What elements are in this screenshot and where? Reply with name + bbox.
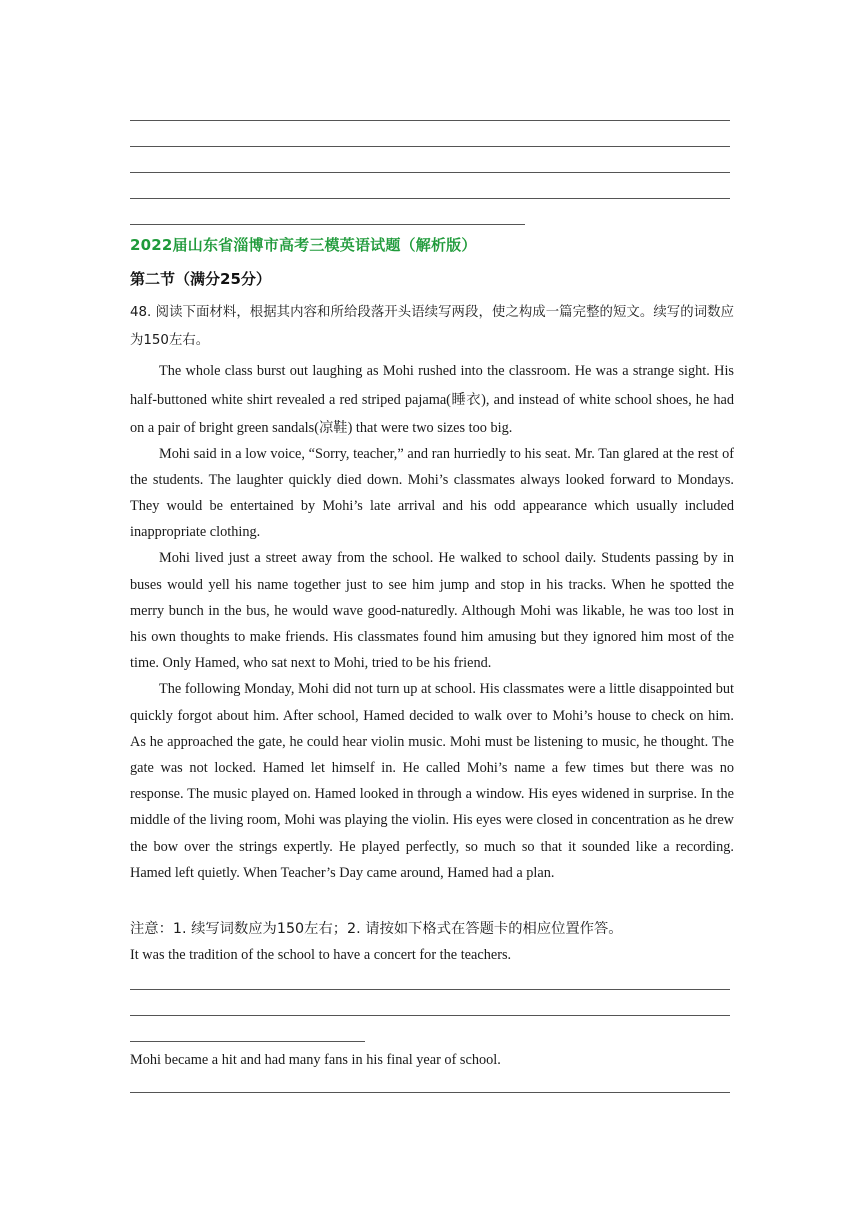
answer-line (130, 198, 730, 199)
note-text: 注意：1. 续写词数应为150左右；2. 请按如下格式在答题卡的相应位置作答。 (130, 921, 623, 937)
exam-title: 2022届山东省淄博市高考三模英语试题（解析版） (130, 236, 477, 254)
answer-line (130, 989, 730, 990)
passage-paragraph: The following Monday, Mohi did not turn up at school. His classmates were a little disappointed but quickly forgot about him. After school, Hamed decided to walk over to Mohi’s house to check on him. As he approached the gate, he could hear violin music. Mohi must be listening to music, he thought. The gate was not locked. Hamed let himself in. He called Mohi’s name a few times but there was no response. The music played on. Hamed looked in through a window. His eyes widened in surprise. In the middle of the living room, Mohi was playing the violin. His eyes were closed in concentration as he drew the bow over the strings expertly. He played perfectly, so much so that it sounded like a recording. Hamed left quietly. When Teacher’s Day came around, Hamed had a plan. (130, 681, 734, 881)
answer-line (130, 146, 730, 147)
answer-line (130, 120, 730, 121)
paragraph-starter-2: Mohi became a hit and had many fans in his final year of school. (130, 1052, 501, 1068)
answer-line (130, 1092, 730, 1093)
paragraph-starter-1: It was the tradition of the school to have a concert for the teachers. (130, 947, 512, 963)
passage-paragraph: Mohi said in a low voice, “Sorry, teacher,” and ran hurriedly to his seat. Mr. Tan glared at the rest of the students. The laughter quickly died down. Mohi’s classmates always looked forward to Mondays. They would be entertained by Mohi’s late arrival and his odd appearance which usually included inappropriate clothing. (130, 445, 734, 541)
answer-line (130, 1015, 730, 1016)
passage-paragraph: Mohi lived just a street away from the school. He walked to school daily. Students passing by in buses would yell his name together just to see him jump and stop in his tracks. When he spotted the merry bunch in the bus, he would wave good-naturedly. Although Mohi was likable, he was too lost in his own thoughts to make friends. His classmates found him amusing but they ignored him most of the time. Only Hamed, who sat next to Mohi, tried to be his friend. (130, 550, 734, 672)
prompt-text: 48. 阅读下面材料，根据其内容和所给段落开头语续写两段，使之构成一篇完整的短文。续写的词数应为150左右。 (130, 305, 734, 348)
section-heading: 第二节（满分25分） (130, 270, 271, 288)
answer-line (130, 172, 730, 173)
answer-line-short (130, 224, 525, 225)
answer-line-short (130, 1041, 365, 1042)
question-prompt (130, 299, 734, 355)
passage (130, 357, 734, 886)
passage-paragraph: The whole class burst out laughing as Mohi rushed into the classroom. He was a strange sight. His half-buttoned white shirt revealed a red striped pajama(睡衣), and instead of white school shoes, he had on a pair of bright green sandals(凉鞋) that were two sizes too big. (130, 363, 734, 436)
